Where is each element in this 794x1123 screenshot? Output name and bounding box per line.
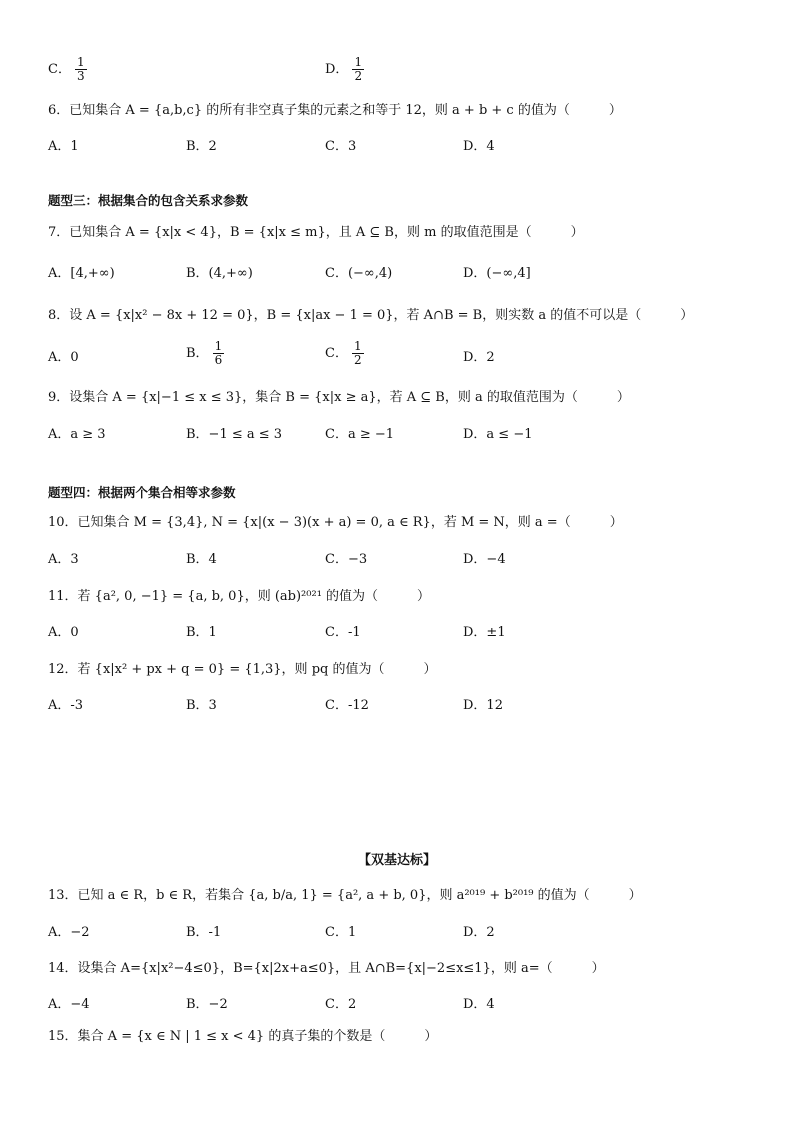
q12-option-a: A．-3: [48, 698, 84, 713]
q9-options: [48, 426, 748, 446]
q8-option-d: D．2: [463, 350, 495, 365]
q14-stem: 14．设集合 A={x|x²−4≤0}，B={x|2x+a≤0}，且 A∩B={x|−2≤x≤1}，则 a=（ ）: [48, 961, 605, 976]
q8-option-b: B． $\frac{1}{6}$: [186, 339, 223, 367]
q12-option-c: C．-12: [325, 698, 369, 713]
q12-option-d: D．12: [463, 698, 503, 713]
q12-stem: 12．若 {x|x² + px + q = 0} = {1,3}，则 pq 的值为（ ）: [48, 662, 437, 677]
q6-option-d: D．4: [463, 139, 495, 154]
q10-stem: 10．已知集合 M = {3,4}, N = {x|(x − 3)(x + a) = 0, a ∈ R}，若 M = N，则 a =（ ）: [48, 515, 623, 530]
q6-stem: 6．已知集合 A = {a,b,c} 的所有非空真子集的元素之和等于 12，则 a + b + c 的值为（ ）: [48, 103, 622, 118]
q9-option-d: D．a ≤ −1: [463, 427, 533, 442]
q14-option-c: C．2: [325, 997, 357, 1012]
q7-option-c: C．(−∞,4): [325, 266, 393, 281]
q13-options: [48, 924, 748, 944]
q5-options: [48, 52, 748, 86]
q11-option-c: C．-1: [325, 625, 361, 640]
q10-option-b: B．4: [186, 552, 217, 567]
fraction: $\frac{1}{2}$: [354, 55, 363, 83]
q9-option-c: C．a ≥ −1: [325, 427, 395, 442]
q10-option-a: A．3: [48, 552, 79, 567]
q7-option-d: D．(−∞,4]: [463, 266, 531, 281]
q12-options: [48, 697, 748, 717]
q13-option-a: A．−2: [48, 925, 90, 940]
q15-stem: 15．集合 A = {x ∈ N | 1 ≤ x < 4} 的真子集的个数是（ ）: [48, 1029, 438, 1044]
q13-stem: 13．已知 a ∈ R，b ∈ R，若集合 {a, b/a, 1} = {a², a + b, 0}，则 a²⁰¹⁹ + b²⁰¹⁹ 的值为（ ）: [48, 888, 642, 903]
q7-options: [48, 265, 748, 285]
section-heading-shuangji: 【双基达标】: [357, 853, 436, 868]
q9-stem: 9．设集合 A = {x|−1 ≤ x ≤ 3}，集合 B = {x|x ≥ a}，若 A ⊆ B，则 a 的取值范围为（ ）: [48, 390, 630, 405]
q14-option-d: D．4: [463, 997, 495, 1012]
q5-option-d: D． $\frac{1}{2}$: [325, 55, 363, 83]
q9-option-a: A．a ≥ 3: [48, 427, 106, 442]
q12-option-b: B．3: [186, 698, 217, 713]
q11-option-b: B．1: [186, 625, 217, 640]
q11-option-d: D．±1: [463, 625, 506, 640]
q7-stem: 7．已知集合 A = {x|x < 4}，B = {x|x ≤ m}，且 A ⊆ B，则 m 的取值范围是（ ）: [48, 225, 584, 240]
q13-option-d: D．2: [463, 925, 495, 940]
q8-option-a: A．0: [48, 350, 79, 365]
q6-option-c: C．3: [325, 139, 357, 154]
section-heading-4: 题型四：根据两个集合相等求参数: [48, 485, 236, 500]
q14-option-b: B．−2: [186, 997, 228, 1012]
q11-option-a: A．0: [48, 625, 79, 640]
q8-options: [48, 340, 748, 374]
q8-stem: 8．设 A = {x|x² − 8x + 12 = 0}，B = {x|ax − 1 = 0}，若 A∩B = B，则实数 a 的值不可以是（ ）: [48, 308, 694, 323]
q14-option-a: A．−4: [48, 997, 90, 1012]
q10-option-d: D．−4: [463, 552, 506, 567]
section-heading-3: 题型三：根据集合的包含关系求参数: [48, 193, 249, 208]
q8-option-c: C． $\frac{1}{2}$: [325, 339, 362, 367]
q10-option-c: C．−3: [325, 552, 368, 567]
fraction: $\frac{1}{2}$: [353, 339, 362, 367]
q7-option-a: A．[4,+∞): [48, 266, 115, 281]
q10-options: [48, 551, 748, 571]
q5-option-c: C． $\frac{1}{3}$: [48, 55, 85, 83]
q9-option-b: B．−1 ≤ a ≤ 3: [186, 427, 283, 442]
q11-stem: 11．若 {a², 0, −1} = {a, b, 0}，则 (ab)²⁰²¹ 的值为（ ）: [48, 589, 431, 604]
q13-option-c: C．1: [325, 925, 357, 940]
q6-option-a: A．1: [48, 139, 79, 154]
fraction: $\frac{1}{6}$: [214, 339, 223, 367]
q11-options: [48, 624, 748, 644]
q14-options: [48, 996, 748, 1016]
q6-option-b: B．2: [186, 139, 217, 154]
q6-options: [48, 138, 748, 158]
q7-option-b: B．(4,+∞): [186, 266, 253, 281]
q13-option-b: B．-1: [186, 925, 222, 940]
fraction: $\frac{1}{3}$: [76, 55, 85, 83]
